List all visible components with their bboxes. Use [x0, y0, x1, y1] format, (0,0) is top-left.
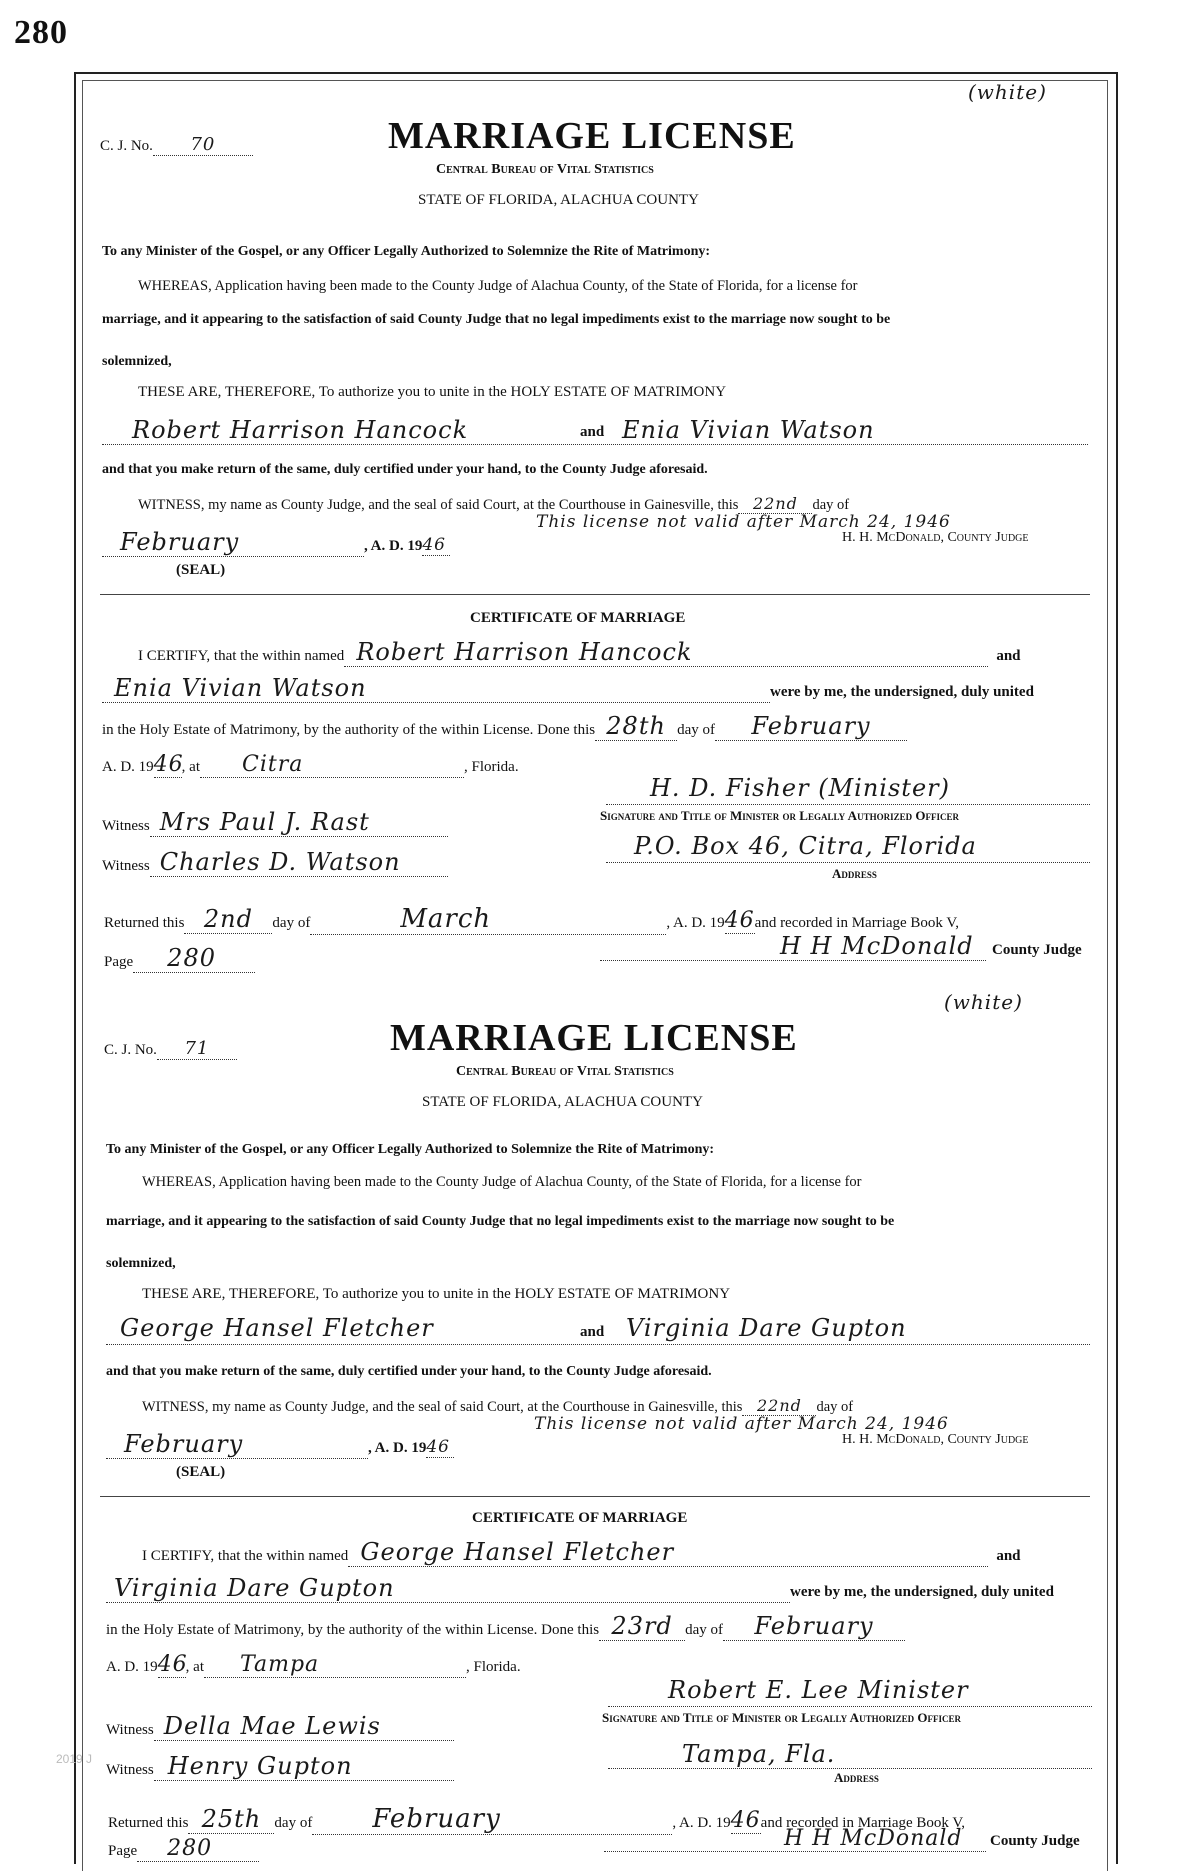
and-label: and [580, 1324, 605, 1340]
cert-and-label: and [996, 648, 1021, 664]
county-judge-signature: H H McDonald [600, 932, 986, 961]
witness-2-label: Witness [102, 858, 150, 874]
license-annotation: (white) [944, 990, 1023, 1014]
done-month: February [715, 712, 907, 741]
certify-line [142, 1538, 1021, 1567]
returned-day-of: day of [272, 915, 311, 931]
return-line: and that you make return of the same, duly certified under your hand, to the County Judge aforesaid. [106, 1364, 712, 1379]
whereas-line-1: WHEREAS, Application having been made to the County Judge of Alachua County, of the State of Florida, for a license for [142, 1174, 862, 1190]
witness-1-line [102, 808, 448, 837]
witness-1-name: Della Mae Lewis [154, 1712, 454, 1741]
witness-2-line [106, 1752, 454, 1781]
done-year: 46 [153, 752, 184, 777]
county-judge-label: County Judge [992, 942, 1082, 958]
done-place-line [106, 1652, 521, 1678]
cert-bride-name: Virginia Dare Gupton [106, 1574, 790, 1603]
bureau-name: Central Bureau of Vital Statistics [456, 1064, 674, 1079]
holy-estate-label: in the Holy Estate of Matrimony, by the authority of the within License. Done this [106, 1622, 600, 1638]
book-page-line [104, 944, 255, 973]
whereas-line-1: WHEREAS, Application having been made to the County Judge of Alachua County, of the State of Florida, for a license for [138, 278, 858, 294]
address-label: Address [832, 866, 877, 881]
license-date-line [102, 528, 450, 557]
license-day: 22nd [738, 494, 812, 514]
returned-label: Returned this [104, 915, 185, 931]
groom-name: George Hansel Fletcher [120, 1314, 434, 1342]
returned-label: Returned this [108, 1815, 189, 1831]
witness-line [142, 1396, 853, 1416]
done-place-line [102, 752, 519, 778]
witness-1-line [106, 1712, 454, 1741]
returned-ad: , A. D. 19 [672, 1815, 731, 1831]
address-label: Address [834, 1770, 879, 1785]
these-are-line: THESE ARE, THEREFORE, To authorize you to unite in the HOLY ESTATE OF MATRIMONY [138, 384, 727, 400]
cj-number-value: 70 [153, 134, 253, 156]
holy-estate-label: in the Holy Estate of Matrimony, by the authority of the within License. Done this [102, 722, 596, 738]
done-day-of: day of [677, 722, 716, 738]
done-year: 46 [157, 1652, 188, 1677]
county-judge-signature-line [604, 1826, 1080, 1852]
cert-bride-name: Enia Vivian Watson [102, 674, 770, 703]
validity-note: This license not valid after March 24, 1946 [536, 512, 951, 532]
day-of-label: day of [812, 497, 850, 513]
seal-label: (SEAL) [176, 1464, 226, 1480]
cj-number-field [100, 134, 253, 156]
witness-line [138, 494, 849, 514]
county-judge-signature: H H McDonald [604, 1826, 986, 1852]
returned-month: February [312, 1804, 672, 1835]
ad2-label: A. D. 19 [106, 1659, 158, 1675]
cert-bride-line [106, 1574, 1054, 1603]
section-divider [100, 1496, 1090, 1497]
book-page-line [108, 1836, 259, 1862]
at-label: , at [181, 759, 200, 775]
license-day: 22nd [742, 1396, 816, 1416]
ad-label: , A. D. 19 [368, 1440, 427, 1456]
groom-name: Robert Harrison Hancock [132, 416, 469, 444]
bride-name: Virginia Dare Gupton [626, 1314, 907, 1342]
officer-signature-label: Signature and Title of Minister or Legally Authorized Officer [602, 1710, 961, 1725]
certificate-title: CERTIFICATE OF MARRIAGE [470, 610, 686, 626]
county-judge-name: H. H. McDonald, County Judge [842, 530, 1029, 545]
certify-line [138, 638, 1021, 667]
address-line: To any Minister of the Gospel, or any Officer Legally Authorized to Solemnize the Rite of Matrimony: [102, 244, 711, 259]
section-divider [100, 594, 1090, 595]
returned-day: 2nd [184, 905, 272, 934]
cert-groom-name: George Hansel Fletcher [348, 1538, 988, 1567]
ad-label: , A. D. 19 [364, 538, 423, 554]
license-year: 46 [426, 1437, 454, 1458]
recorded-label: and recorded in Marriage Book V, [754, 915, 960, 931]
officer-address: Tampa, Fla. [682, 1740, 836, 1768]
officer-signature-label: Signature and Title of Minister or Legally Authorized Officer [600, 808, 959, 823]
done-day-of: day of [685, 1622, 724, 1638]
witness-1-label: Witness [106, 1722, 154, 1738]
ad2-label: A. D. 19 [102, 759, 154, 775]
officer-signature: H. D. Fisher (Minister) [650, 774, 950, 802]
validity-note: This license not valid after March 24, 1946 [534, 1414, 949, 1434]
cj-number-label: C. J. No. [104, 1042, 157, 1058]
license-month: February [102, 528, 364, 557]
witness-line-text: WITNESS, my name as County Judge, and the seal of said Court, at the Courthouse in Gainesville, this [138, 497, 739, 513]
bureau-name: Central Bureau of Vital Statistics [436, 162, 654, 177]
these-are-line: THESE ARE, THEREFORE, To authorize you to unite in the HOLY ESTATE OF MATRIMONY [142, 1286, 731, 1302]
returned-day-of: day of [274, 1815, 313, 1831]
license-month: February [106, 1430, 368, 1459]
return-line: and that you make return of the same, duly certified under your hand, to the County Judge aforesaid. [102, 462, 708, 477]
done-day: 23rd [599, 1612, 685, 1641]
witness-2-label: Witness [106, 1762, 154, 1778]
recorded-label: and recorded in Marriage Book V, [760, 1815, 966, 1831]
license-title: MARRIAGE LICENSE [390, 1017, 798, 1059]
florida-label: , Florida. [466, 1659, 521, 1675]
returned-year: 46 [724, 908, 755, 933]
united-label: were by me, the undersigned, duly united [790, 1584, 1054, 1600]
whereas-line-3: solemnized, [102, 354, 172, 369]
witness-1-name: Mrs Paul J. Rast [150, 808, 448, 837]
cj-number-field [104, 1038, 237, 1060]
page-label: Page [104, 954, 134, 970]
couple-line [106, 1312, 1090, 1345]
returned-ad: , A. D. 19 [666, 915, 725, 931]
officer-address-line [606, 862, 1090, 863]
officer-signature-line [606, 804, 1090, 805]
florida-label: , Florida. [464, 759, 519, 775]
county-judge-signature-line [600, 932, 1082, 961]
bride-name: Enia Vivian Watson [622, 416, 875, 444]
county-judge-name: H. H. McDonald, County Judge [842, 1432, 1029, 1447]
done-day: 28th [595, 712, 677, 741]
officer-signature-line [608, 1706, 1092, 1707]
done-place: Citra [200, 752, 464, 778]
cj-number-label: C. J. No. [100, 138, 153, 154]
whereas-line-3: solemnized, [106, 1256, 176, 1271]
holy-estate-line [106, 1612, 905, 1641]
seal-label: (SEAL) [176, 562, 226, 578]
witness-2-line [102, 848, 448, 877]
united-label: were by me, the undersigned, duly united [770, 684, 1034, 700]
day-of-label: day of [816, 1399, 854, 1415]
address-line: To any Minister of the Gospel, or any Officer Legally Authorized to Solemnize the Rite of Matrimony: [106, 1142, 715, 1157]
at-label: , at [185, 1659, 204, 1675]
county-judge-label: County Judge [990, 1833, 1080, 1849]
page-number: 280 [14, 14, 68, 51]
book-page-value: 280 [137, 1836, 259, 1862]
witness-2-name: Charles D. Watson [150, 848, 448, 877]
license-annotation: (white) [968, 80, 1047, 104]
witness-1-label: Witness [102, 818, 150, 834]
couple-line [102, 414, 1088, 445]
certificate-title: CERTIFICATE OF MARRIAGE [472, 1510, 688, 1526]
returned-year: 46 [730, 1808, 761, 1833]
cert-and-label: and [996, 1548, 1021, 1564]
officer-signature: Robert E. Lee Minister [668, 1676, 969, 1704]
done-month: February [723, 1612, 905, 1641]
page-label: Page [108, 1843, 138, 1859]
certify-label: I CERTIFY, that the within named [138, 648, 345, 664]
witness-line-text: WITNESS, my name as County Judge, and the seal of said Court, at the Courthouse in Gainesville, this [142, 1399, 743, 1415]
returned-line [104, 904, 959, 935]
whereas-line-2: marriage, and it appearing to the satisfaction of said County Judge that no legal impediments exist to the marriage now sought to be [106, 1214, 895, 1229]
officer-address: P.O. Box 46, Citra, Florida [634, 832, 977, 860]
and-label: and [580, 424, 605, 440]
license-title: MARRIAGE LICENSE [388, 115, 796, 157]
certify-label: I CERTIFY, that the within named [142, 1548, 349, 1564]
cert-groom-name: Robert Harrison Hancock [344, 638, 988, 667]
returned-month: March [310, 904, 666, 935]
license-year: 46 [422, 535, 450, 556]
done-place: Tampa [204, 1652, 466, 1678]
cert-bride-line [102, 674, 1034, 703]
holy-estate-line [102, 712, 907, 741]
state-county: STATE OF FLORIDA, ALACHUA COUNTY [418, 192, 699, 208]
returned-day: 25th [188, 1805, 274, 1834]
officer-address-line [608, 1768, 1092, 1769]
state-county: STATE OF FLORIDA, ALACHUA COUNTY [422, 1094, 703, 1110]
witness-2-name: Henry Gupton [154, 1752, 454, 1781]
watermark-text: 2019 J [56, 1752, 93, 1766]
cj-number-value: 71 [157, 1038, 237, 1060]
whereas-line-2: marriage, and it appearing to the satisfaction of said County Judge that no legal impediments exist to the marriage now sought to be [102, 312, 891, 327]
book-page-value: 280 [133, 944, 255, 973]
license-date-line [106, 1430, 454, 1459]
